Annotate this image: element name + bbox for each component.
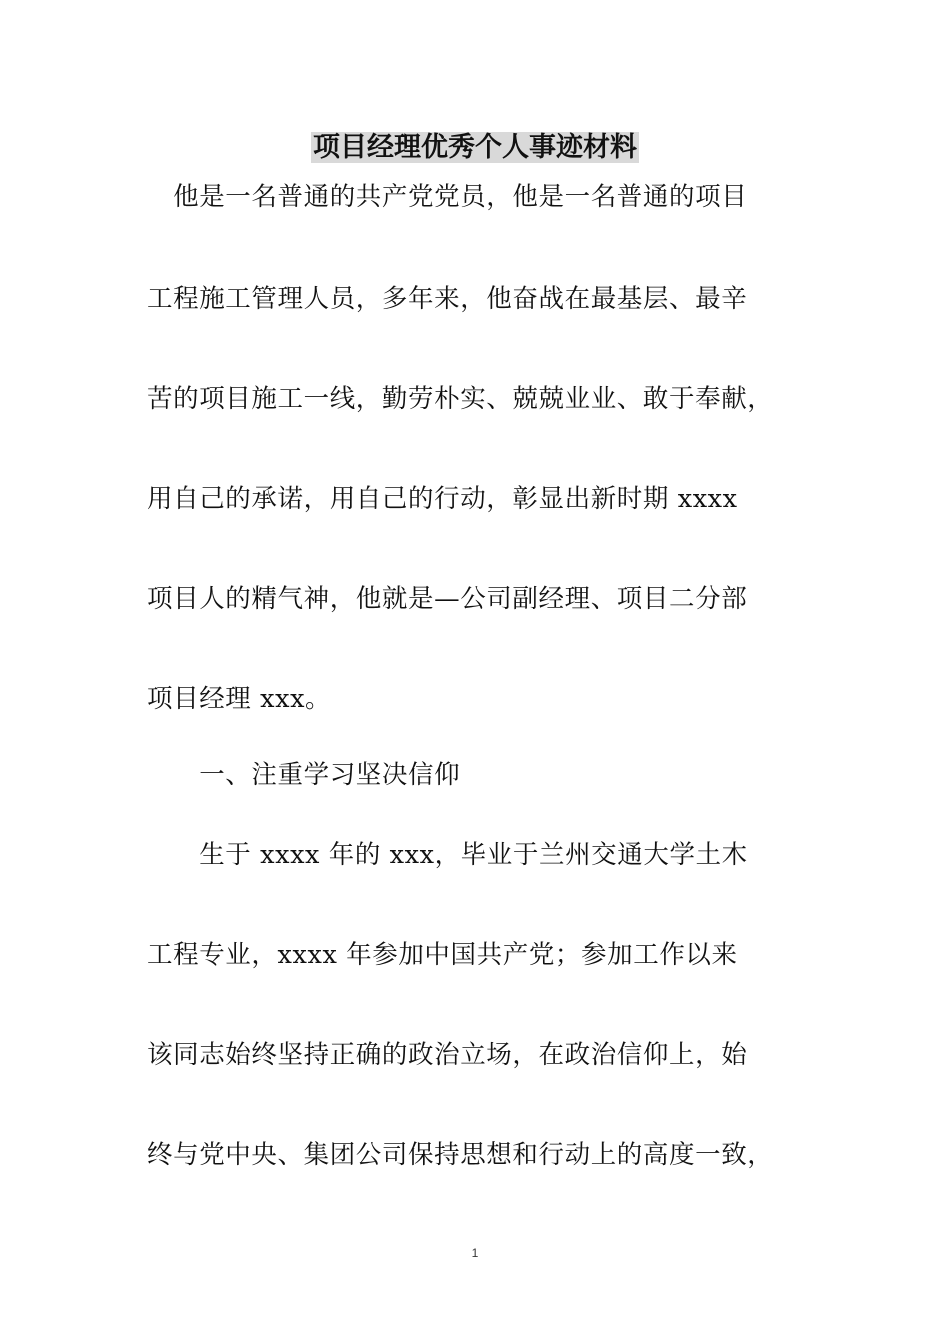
body-line-3: 苦的项目施工一线，勤劳朴实、兢兢业业、敢于奉献， bbox=[147, 384, 774, 414]
body-line-8: 生于 xxxx 年的 xxx，毕业于兰州交通大学土木 bbox=[147, 840, 748, 870]
body-line-5: 项目人的精气神，他就是—公司副经理、项目二分部 bbox=[147, 584, 748, 614]
document-title bbox=[0, 128, 950, 168]
body-line-9: 工程专业，xxxx 年参加中国共产党；参加工作以来 bbox=[147, 940, 738, 970]
page-number: 1 bbox=[471, 1246, 479, 1260]
body-line-4: 用自己的承诺，用自己的行动，彰显出新时期 xxxx bbox=[147, 484, 738, 514]
body-line-11: 终与党中央、集团公司保持思想和行动上的高度一致， bbox=[147, 1140, 774, 1170]
body-line-1: 他是一名普通的共产党党员，他是一名普通的项目 bbox=[147, 182, 748, 212]
body-line-2: 工程施工管理人员，多年来，他奋战在最基层、最辛 bbox=[147, 284, 748, 314]
section-heading: 一、注重学习坚决信仰 bbox=[147, 760, 461, 790]
body-line-10: 该同志始终坚持正确的政治立场，在政治信仰上，始 bbox=[147, 1040, 748, 1070]
body-line-6: 项目经理 xxx。 bbox=[147, 684, 332, 714]
document-title-text: 项目经理优秀个人事迹材料 bbox=[313, 132, 637, 163]
